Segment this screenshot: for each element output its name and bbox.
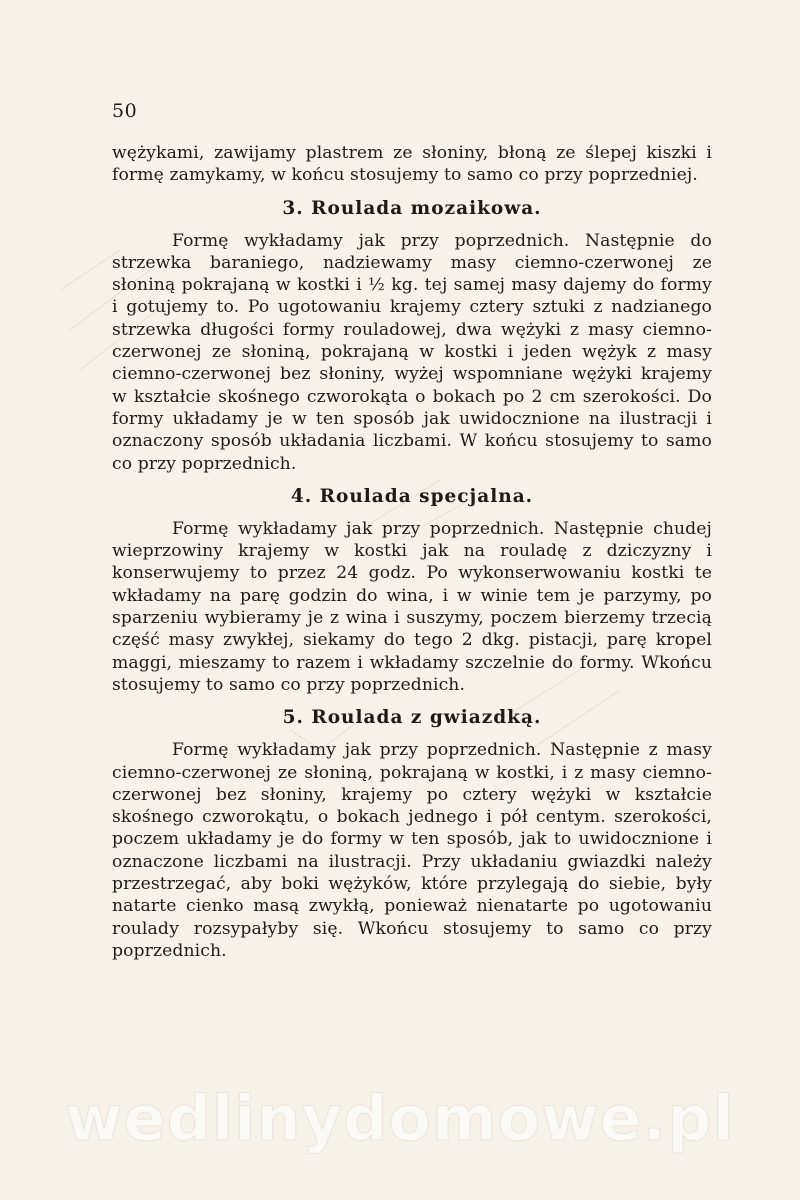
section-body-roulada-mozaikowa: Formę wykładamy jak przy poprzednich. Następnie do strzewka baraniego, nadziewamy masy ciemno-czerwonej ze słoniną pokrajaną w kostki i ½ kg. tej samej masy dajemy do formy i gotujemy to. Po ugotowaniu krajemy cztery sztuki z nadzianego strzewka długości formy rouladowej, dwa wężyki z masy ciemno-czerwonej ze słoniną, pokrajaną w kostki i jeden wężyk z masy ciemno-czerwonej bez słoniny, wyżej wspomniane wężyki krajemy w kształcie skośnego czworokąta o bokach po 2 cm szerokości. Do formy układamy je w ten sposób jak uwidocznione na ilustracji i oznaczony sposób układania liczbami. W końcu stosujemy to samo co przy poprzednich. <box>112 230 712 474</box>
section-heading-roulada-specjalna: 4. Roulada specjalna. <box>290 485 534 507</box>
section-heading-roulada-mozaikowa: 3. Roulada mozaikowa. <box>282 197 542 219</box>
section-body-roulada-z-gwiazdka: Formę wykładamy jak przy poprzednich. Następnie z masy ciemno-czerwonej ze słoniną, pokrajaną w kostki, i z masy ciemno-czerwonej bez słoniny, krajemy po cztery wężyki w kształcie skośnego czworokątu, o bokach jednego i pół centym. szerokości, poczem układamy je do formy w ten sposób, jak to uwidocznione i oznaczone liczbami na ilustracji. Przy układaniu gwiazdki należy przestrzegać, aby boki wężyków, które przylegają do siebie, były natarte cienko masą zwykłą, ponieważ nienatarte po ugotowaniu rouladу rozsypałyby się. Wkońcu stosujemy to samo co przy poprzednich. <box>112 740 712 961</box>
section-heading-roulada-z-gwiazdka: 5. Roulada z gwiazdką. <box>282 707 542 729</box>
page-text <box>112 142 712 962</box>
section-body-roulada-specjalna: Formę wykładamy jak przy poprzednich. Następnie chudej wieprzowiny krajemy w kostki jak na rouladę z dziczyzny i konserwujemy to przez 24 godz. Po wykonserwowaniu kostki te wkładamy na parę godzin do wina, i w winie tem je parzymy, po sparzeniu wybieramy je z wina i suszymy, poczem bierzemy trzecią część masy zwykłej, siekamy do tego 2 dkg. pistacji, parę kropel maggi, mieszamy to razem i wkładamy szczelnie do formy. Wkońcu stosujemy to samo co przy poprzednich. <box>112 518 712 695</box>
intro-paragraph: wężykami, zawijamy plastrem ze słoniny, błoną ze ślepej kiszki i formę zamykamy, w końcu stosujemy to samo co przy poprzedniej. <box>112 143 712 186</box>
watermark: wedlinydomowe.pl <box>65 1082 735 1155</box>
page-number: 50 <box>112 100 138 122</box>
